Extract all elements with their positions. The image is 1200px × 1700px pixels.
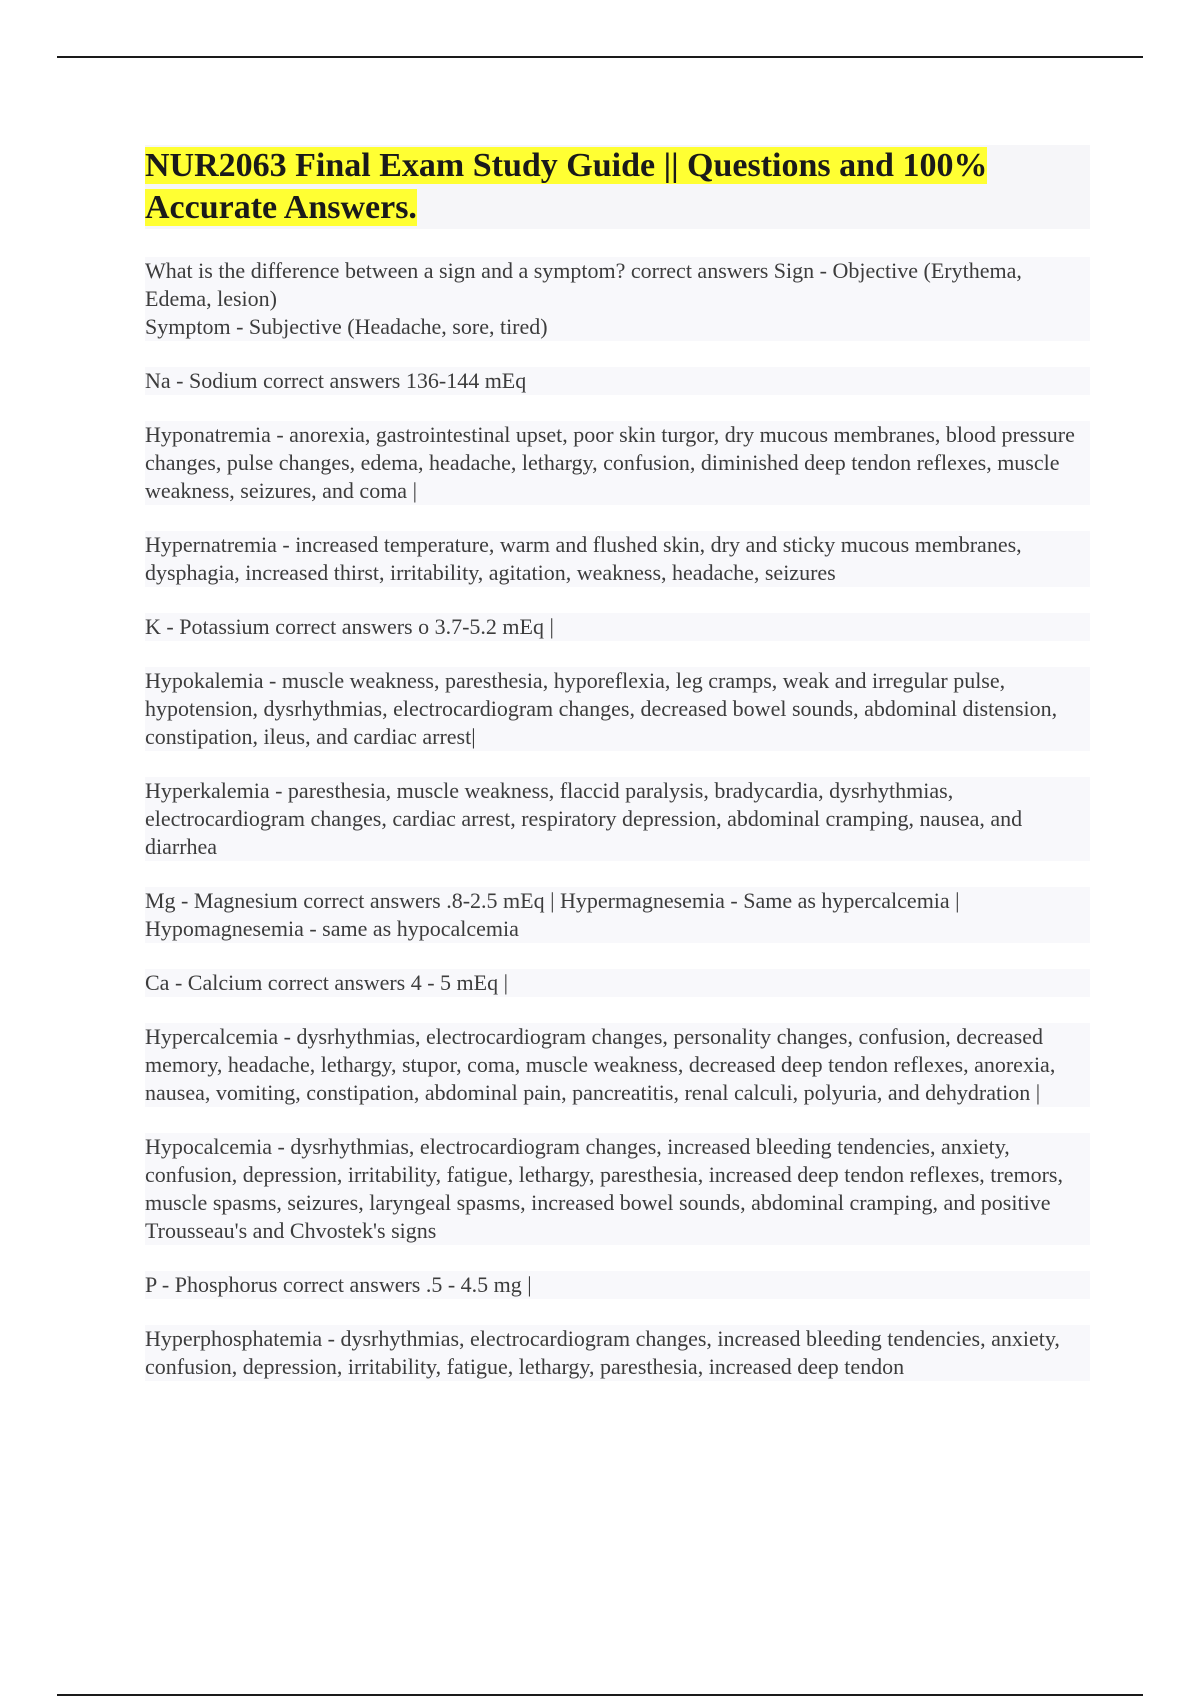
paragraph-potassium: K - Potassium correct answers o 3.7-5.2 mEq |	[145, 613, 1090, 641]
paragraph-hyperphosphatemia: Hyperphosphatemia - dysrhythmias, electrocardiogram changes, increased bleeding tendencies, anxiety, confusion, depression, irritability, fatigue, lethargy, paresthesia, increased deep tendon	[145, 1325, 1090, 1381]
bottom-rule	[57, 1694, 1143, 1696]
paragraph-hypernatremia: Hypernatremia - increased temperature, warm and flushed skin, dry and sticky mucous membranes, dysphagia, increased thirst, irritability, agitation, weakness, headache, seizures	[145, 531, 1090, 587]
paragraph-hypokalemia: Hypokalemia - muscle weakness, paresthesia, hyporeflexia, leg cramps, weak and irregular pulse, hypotension, dysrhythmias, electrocardiogram changes, decreased bowel sounds, abdominal distension, constipation, ileus, and cardiac arrest|	[145, 667, 1090, 751]
document-body	[145, 145, 1090, 1407]
document-title	[145, 145, 1090, 229]
paragraph-hypercalcemia: Hypercalcemia - dysrhythmias, electrocardiogram changes, personality changes, confusion, decreased memory, headache, lethargy, stupor, coma, muscle weakness, decreased deep tendon reflexes, anorexia, nausea, vomiting, constipation, abdominal pain, pancreatitis, renal calculi, polyuria, and dehydration |	[145, 1023, 1090, 1107]
paragraph-hyperkalemia: Hyperkalemia - paresthesia, muscle weakness, flaccid paralysis, bradycardia, dysrhythmias, electrocardiogram changes, cardiac arrest, respiratory depression, abdominal cramping, nausea, and diarrhea	[145, 777, 1090, 861]
title-block	[145, 145, 1090, 229]
paragraph-hypocalcemia: Hypocalcemia - dysrhythmias, electrocardiogram changes, increased bleeding tendencies, anxiety, confusion, depression, irritability, fatigue, lethargy, paresthesia, increased deep tendon reflexes, tremors, muscle spasms, seizures, laryngeal spasms, increased bowel sounds, abdominal cramping, and positive Trousseau's and Chvostek's signs	[145, 1133, 1090, 1245]
paragraph-sign-symptom: What is the difference between a sign and a symptom? correct answers Sign - Objective (Erythema, Edema, lesion) Symptom - Subjective (Headache, sore, tired)	[145, 257, 1090, 341]
paragraph-calcium: Ca - Calcium correct answers 4 - 5 mEq |	[145, 969, 1090, 997]
paragraph-phosphorus: P - Phosphorus correct answers .5 - 4.5 mg |	[145, 1271, 1090, 1299]
top-rule	[57, 56, 1143, 58]
paragraph-magnesium: Mg - Magnesium correct answers .8-2.5 mEq | Hypermagnesemia - Same as hypercalcemia | Hypomagnesemia - same as hypocalcemia	[145, 887, 1090, 943]
paragraph-sodium: Na - Sodium correct answers 136-144 mEq	[145, 367, 1090, 395]
title-highlight: NUR2063 Final Exam Study Guide || Questions and 100% Accurate Answers.	[145, 147, 988, 226]
paragraph-hyponatremia: Hyponatremia - anorexia, gastrointestinal upset, poor skin turgor, dry mucous membranes, blood pressure changes, pulse changes, edema, headache, lethargy, confusion, diminished deep tendon reflexes, muscle weakness, seizures, and coma |	[145, 421, 1090, 505]
